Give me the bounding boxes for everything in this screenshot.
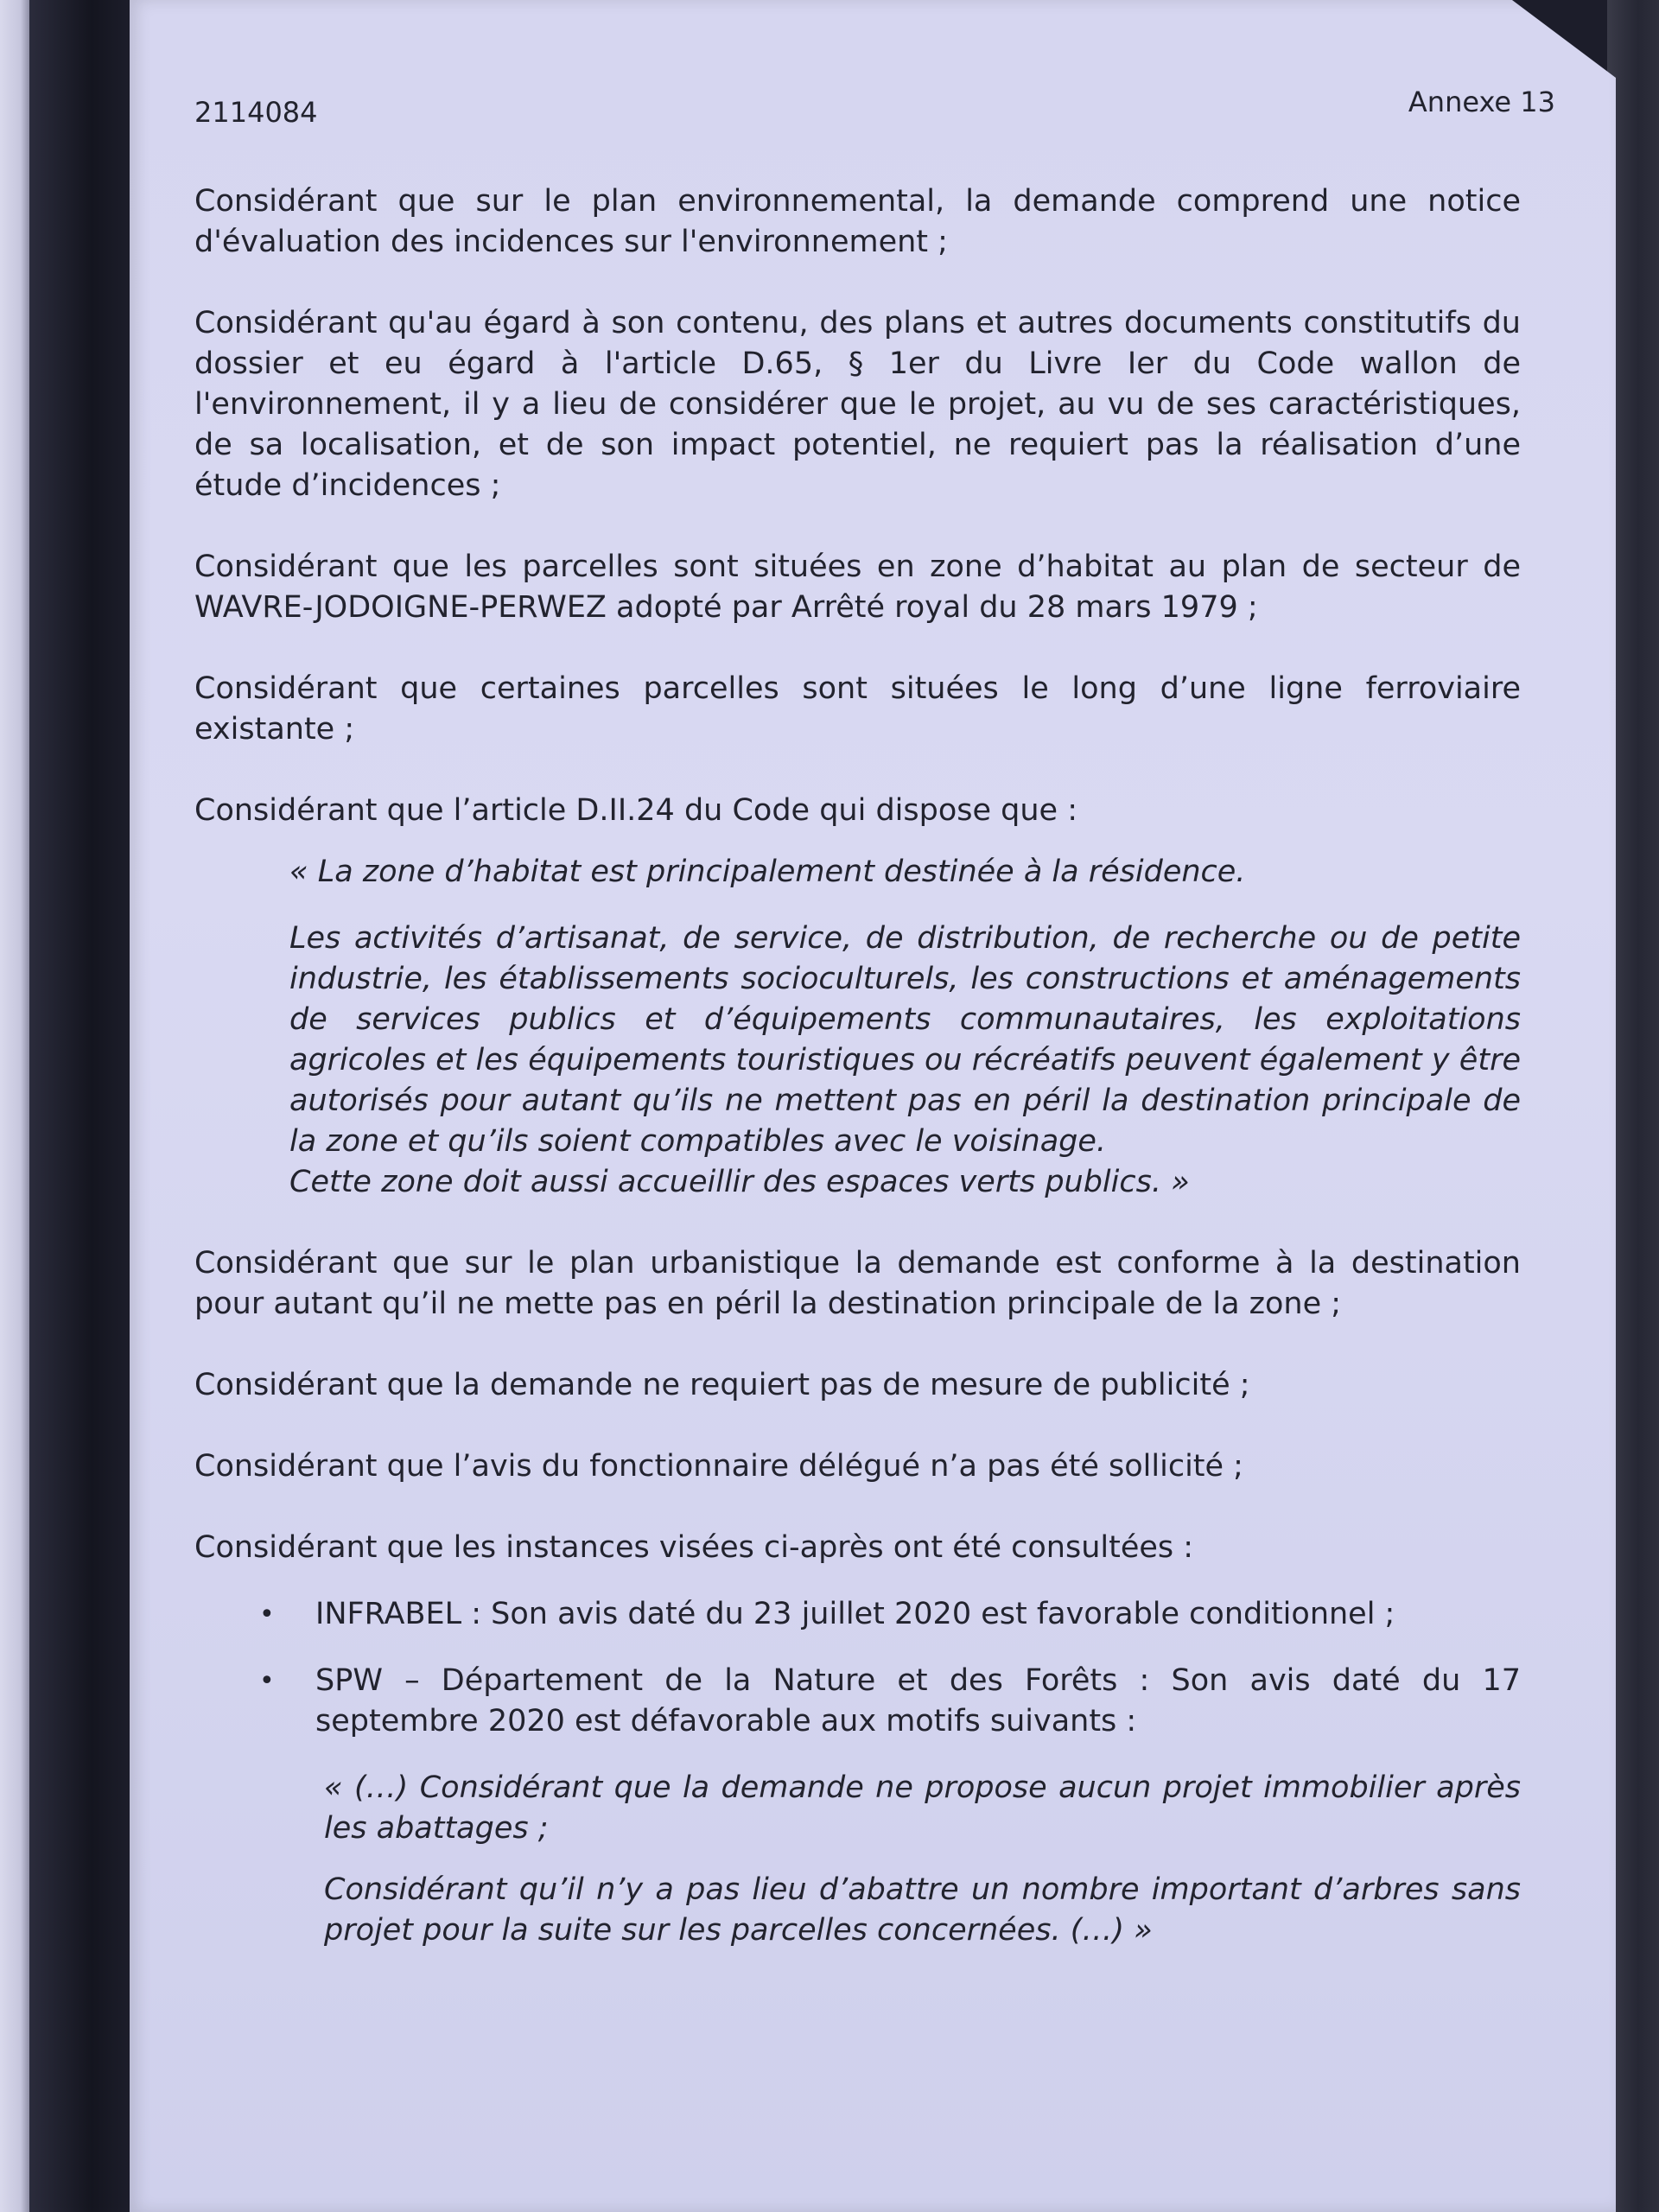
bullet-icon: •	[259, 1666, 275, 1696]
document-header	[194, 82, 1555, 133]
annex-label: Annexe 13	[1408, 86, 1555, 118]
reference-number: 2114084	[194, 96, 318, 129]
list-item-text: SPW – Département de la Nature et des Forêts : Son avis daté du 17 septembre 2020 est défavorable aux motifs suivants :	[315, 1663, 1521, 1738]
paragraph-official-opinion: Considérant que l’avis du fonctionnaire délégué n’a pas été sollicité ;	[194, 1449, 1243, 1484]
paragraph-publicity: Considérant que la demande ne requiert pas de mesure de publicité ;	[194, 1368, 1250, 1402]
quote-line: Cette zone doit aussi accueillir des espaces verts publics. »	[289, 1165, 1190, 1199]
list-item	[259, 1661, 1521, 1742]
paragraph-consultations-intro: Considérant que les instances visées ci-après ont été consultées :	[194, 1530, 1194, 1565]
paragraph-impact-study: Considérant qu'au égard à son contenu, des plans et autres documents constitutifs du dossier et eu égard à l'article D.65, § 1er du Livre Ier du Code wallon de l'environnement, il y a lieu de considérer que le projet, au vu de ses caractéristiques, de sa localisation, et de son impact potentiel, ne requiert pas la réalisation d’une étude d’incidences ;	[194, 306, 1521, 503]
list-item-text: INFRABEL : Son avis daté du 23 juillet 2020 est favorable conditionnel ;	[315, 1597, 1395, 1631]
consultations-list	[194, 1594, 1521, 1742]
quote-dnf-opinion	[324, 1768, 1521, 1951]
list-item	[259, 1594, 1521, 1635]
document-body	[194, 82, 1555, 1972]
paragraph-article-intro: Considérant que l’article D.II.24 du Code qui dispose que :	[194, 793, 1077, 828]
paragraph-zoning: Considérant que les parcelles sont situées en zone d’habitat au plan de secteur de WAVRE-JODOIGNE-PERWEZ adopté par Arrêté royal du 28 mars 1979 ;	[194, 550, 1521, 625]
quote-line: Les activités d’artisanat, de service, de distribution, de recherche ou de petite industrie, les établissements socioculturels, les constructions et aménagements de services publics et d’équipements communautaires, les exploitations agricoles et les équipements touristiques ou récréatifs peuvent également y être autorisés pour autant qu’ils ne mettent pas en péril la destination principale de la zone et qu’ils soient compatibles avec le voisinage.	[289, 921, 1521, 1159]
background-frame-left	[29, 0, 133, 2212]
quote-line: « La zone d’habitat est principalement destinée à la résidence.	[289, 855, 1246, 889]
paragraph-environment-notice: Considérant que sur le plan environnemental, la demande comprend une notice d'évaluation des incidences sur l'environnement ;	[194, 184, 1521, 259]
background-sheet	[0, 0, 29, 2212]
bullet-icon: •	[259, 1599, 275, 1630]
quote-article-d-ii-24	[289, 852, 1521, 1203]
paragraph-railway: Considérant que certaines parcelles sont situées le long d’une ligne ferroviaire existante ;	[194, 671, 1521, 747]
paragraph-urbanism: Considérant que sur le plan urbanistique la demande est conforme à la destination pour autant qu’il ne mette pas en péril la destination principale de la zone ;	[194, 1246, 1521, 1321]
quote-line: Considérant qu’il n’y a pas lieu d’abattre un nombre important d’arbres sans projet pour la suite sur les parcelles concernées. (…) »	[324, 1872, 1521, 1948]
quote-line: « (…) Considérant que la demande ne propose aucun projet immobilier après les abattages ;	[324, 1770, 1521, 1846]
